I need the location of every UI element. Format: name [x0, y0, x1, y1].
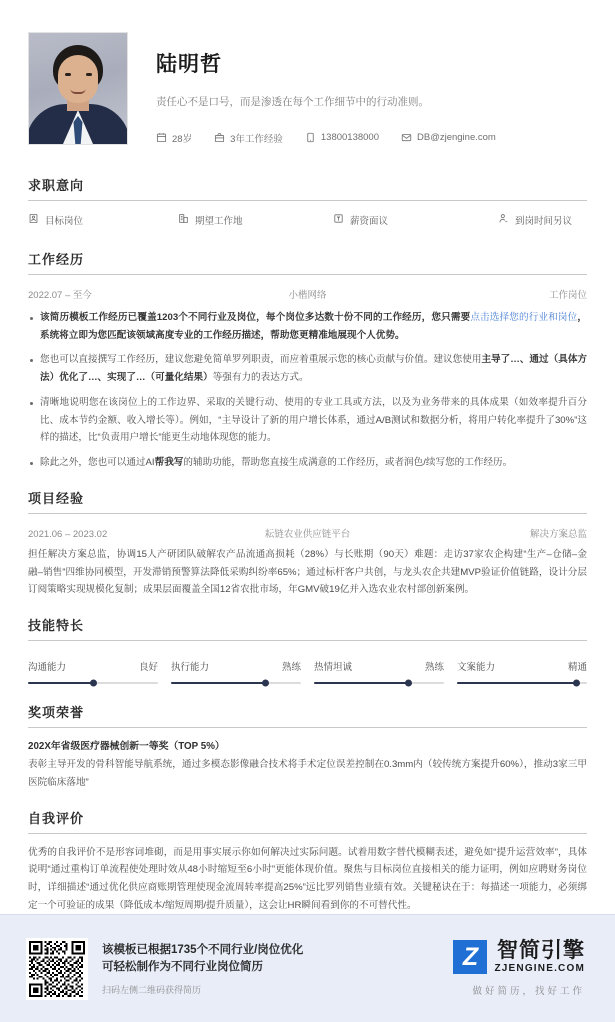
- skill-level-label: 良好: [138, 662, 158, 674]
- brand-name-cn: 智简引擎: [497, 939, 585, 963]
- project-entry-date: 2021.06 – 2023.02: [28, 528, 108, 540]
- skill-fill: [171, 682, 266, 684]
- section-divider: [28, 640, 587, 641]
- skill-knob[interactable]: [573, 680, 580, 687]
- photo-eye-left: [65, 73, 71, 76]
- salary-icon: [333, 213, 344, 227]
- profile-meta-row: [156, 131, 587, 145]
- intent-salary-label: 薪资面议: [350, 216, 389, 227]
- brand-slogan: 做好简历，找好工作: [472, 986, 585, 998]
- skill-labels: [314, 659, 444, 673]
- work-entry-head: [28, 285, 587, 305]
- location-building-icon: [178, 213, 189, 227]
- meta-email: [401, 132, 496, 143]
- self-evaluation-text: 优秀的自我评价不是形容词堆砌，而是用事实展示你如何解决过实际问题。试着用数字替代模糊表述，避免如“提升运营效率”，具体说明“通过重构订单流程使处理时效从48小时缩短至6小时”更能体现价值。聚焦与目标岗位直接相关的能力证明，例如应聘财务岗位时，详细描述“通过优化供应商账期管理使现金流周转率提高25%”远比罗列销售业绩有效。关键秘诀在于：每描述一项能力，必须绑定一个可验证的成果（降低成本/缩短周期/提升质量），这会让HR瞬间看到你的不可替代性。: [28, 846, 587, 911]
- work-experience-title: 工作经历: [28, 252, 85, 267]
- skill-item: [171, 659, 301, 684]
- section-work-experience: [28, 249, 587, 472]
- project-entry-name: 耘链农业供应链平台: [264, 528, 351, 540]
- brand-logo-icon: Z: [453, 940, 487, 974]
- section-divider: [28, 513, 587, 514]
- intent-location[interactable]: [178, 213, 333, 227]
- footer-line-2: 可轻松制作为不同行业岗位简历: [102, 961, 263, 974]
- job-intention-title: 求职意向: [28, 178, 85, 193]
- skill-name: 执行能力: [171, 662, 210, 674]
- profile-header: [28, 0, 587, 159]
- skill-slider[interactable]: [171, 682, 301, 684]
- skill-name: 文案能力: [457, 662, 496, 674]
- skills-list: [28, 651, 587, 686]
- calendar-icon: [156, 132, 167, 143]
- section-divider: [28, 727, 587, 728]
- skill-level-label: 精通: [567, 662, 587, 674]
- footer-scan-hint: 扫码左侧二维码获得简历: [102, 985, 202, 996]
- skill-slider[interactable]: [457, 682, 587, 684]
- briefcase-icon: [214, 132, 225, 143]
- select-industry-link[interactable]: 点击选择您的行业和岗位: [470, 312, 578, 323]
- section-divider: [28, 274, 587, 275]
- work-experience-bullets: [28, 309, 587, 472]
- intent-salary[interactable]: [333, 213, 498, 227]
- skill-labels: [28, 659, 158, 673]
- skill-name: 热情坦诚: [314, 662, 353, 674]
- skill-knob[interactable]: [90, 680, 97, 687]
- intent-location-label: 期望工作地: [195, 216, 243, 227]
- profile-tagline: 责任心不是口号，而是渗透在每个工作细节中的行动准则。: [156, 96, 429, 109]
- footer-text: [88, 942, 453, 997]
- work-entry-company: 小楷网络: [288, 290, 327, 301]
- photo-face: [58, 55, 98, 103]
- phone-icon: [305, 132, 316, 143]
- skill-level-label: 熟练: [281, 662, 301, 674]
- list-item: 您也可以直接撰写工作经历，建议您避免简单罗列职责，而应着重展示您的核心贡献与价值。建议您使用主导了…、通过（具体方法）优化了…、实现了…（可量化结果）等强有力的表达方式。: [28, 351, 587, 386]
- skill-knob[interactable]: [262, 680, 269, 687]
- brand-name-en: ZJENGINE.COM: [494, 963, 585, 975]
- intent-target-position[interactable]: [28, 213, 178, 227]
- qr-code-image: [29, 941, 85, 997]
- person-icon: [498, 213, 509, 227]
- list-item: 清晰地说明您在该岗位上的工作边界、采取的关键行动、使用的专业工具或方法，以及为业务带来的具体成果（如效率提升百分比、成本节约金额、收入增长等）。例如，“主导设计了新的用户增长体系，通过A/B测试和数据分析，将用户转化率提升了30%”这样的描述，比“负责用户增长”能更生动地体现您的能力。: [28, 394, 587, 447]
- skill-fill: [457, 682, 577, 684]
- meta-phone: [305, 132, 379, 143]
- project-experience-title: 项目经验: [28, 490, 85, 506]
- section-job-intention: [28, 175, 587, 233]
- intent-start-time[interactable]: [498, 213, 572, 227]
- work-entry-position: 工作岗位: [548, 290, 587, 301]
- section-skills: [28, 615, 587, 686]
- project-entry-role: 解决方案总监: [529, 528, 587, 540]
- skills-title: 技能特长: [28, 618, 85, 634]
- project-entry-head: [28, 524, 587, 544]
- skill-item: [314, 659, 444, 684]
- section-awards: [28, 702, 587, 791]
- skill-fill: [314, 682, 409, 684]
- target-position-icon: [28, 213, 39, 227]
- awards-title: 奖项荣誉: [28, 705, 85, 721]
- section-divider: [28, 200, 587, 201]
- meta-experience-label: 3年工作经验: [230, 133, 283, 145]
- section-divider: [28, 833, 587, 834]
- meta-age-label: 28岁: [172, 133, 193, 145]
- award-item-title: 202X年省级医疗器械创新一等奖（TOP 5%）: [28, 741, 225, 753]
- skill-name: 沟通能力: [28, 662, 67, 674]
- qr-code[interactable]: [26, 938, 88, 1000]
- meta-email-label: DB@zjengine.com: [417, 132, 496, 144]
- footer-line-1: 该模板已根据1735个不同行业/岗位优化: [102, 943, 304, 956]
- skill-labels: [171, 659, 301, 673]
- skill-item: [28, 659, 158, 684]
- skill-slider[interactable]: [314, 682, 444, 684]
- section-self-evaluation: [28, 808, 587, 915]
- list-item: 除此之外，您也可以通过AI帮我写的辅助功能，帮助您直接生成满意的工作经历，或者润色/续写您的工作经历。: [28, 454, 587, 472]
- profile-name: 陆明哲: [156, 53, 222, 76]
- project-description: 担任解决方案总监，协调15人产研团队破解农产品流通高损耗（28%）与长账期（90天）难题：走访37家农企构建“生产–仓储–金融–销售”四维协同模型，开发滞销预警算法降低采购纠纷率65%；通过标杆客户共创，与龙头农企共建MVP验证价值链路，设计分层订阅策略实现规模化复制；成果层面覆盖全国12省农批市场，年GMV破19亿并入选农业农村部创新案例。: [28, 548, 587, 596]
- meta-experience: [214, 131, 283, 145]
- profile-info: [128, 32, 587, 145]
- work-entry-date: 2022.07 – 至今: [28, 290, 92, 301]
- section-project-experience: [28, 488, 587, 599]
- intent-target-position-label: 目标岗位: [45, 216, 84, 227]
- skill-level-label: 熟练: [424, 662, 444, 674]
- profile-photo: [28, 32, 128, 145]
- photo-eye-right: [86, 73, 92, 76]
- skill-labels: [457, 659, 587, 673]
- skill-item: [457, 659, 587, 684]
- skill-knob[interactable]: [405, 680, 412, 687]
- brand-row: [453, 940, 585, 974]
- skill-fill: [28, 682, 93, 684]
- meta-phone-label: 13800138000: [320, 132, 379, 144]
- brand-block: [453, 940, 589, 997]
- self-evaluation-title: 自我评价: [28, 810, 85, 826]
- award-item-description: 表彰主导开发的骨科智能导航系统，通过多模态影像融合技术将手术定位误差控制在0.3mm内（较传统方案提升60%），推动3家三甲医院临床落地”: [28, 759, 587, 788]
- mail-icon: [401, 132, 412, 143]
- job-intention-row: [28, 211, 587, 233]
- meta-age: [156, 131, 192, 145]
- intent-start-time-label: 到岗时间另议: [515, 216, 573, 227]
- skill-slider[interactable]: [28, 682, 158, 684]
- footer-banner: [0, 914, 615, 1022]
- list-item: 该简历模板工作经历已覆盖1203个不同行业及岗位，每个岗位多达数十份不同的工作经历，您只需要点击选择您的行业和岗位，系统将立即为您匹配该领域高度专业的工作经历描述，帮助您更精准地展现个人优势。: [28, 309, 587, 344]
